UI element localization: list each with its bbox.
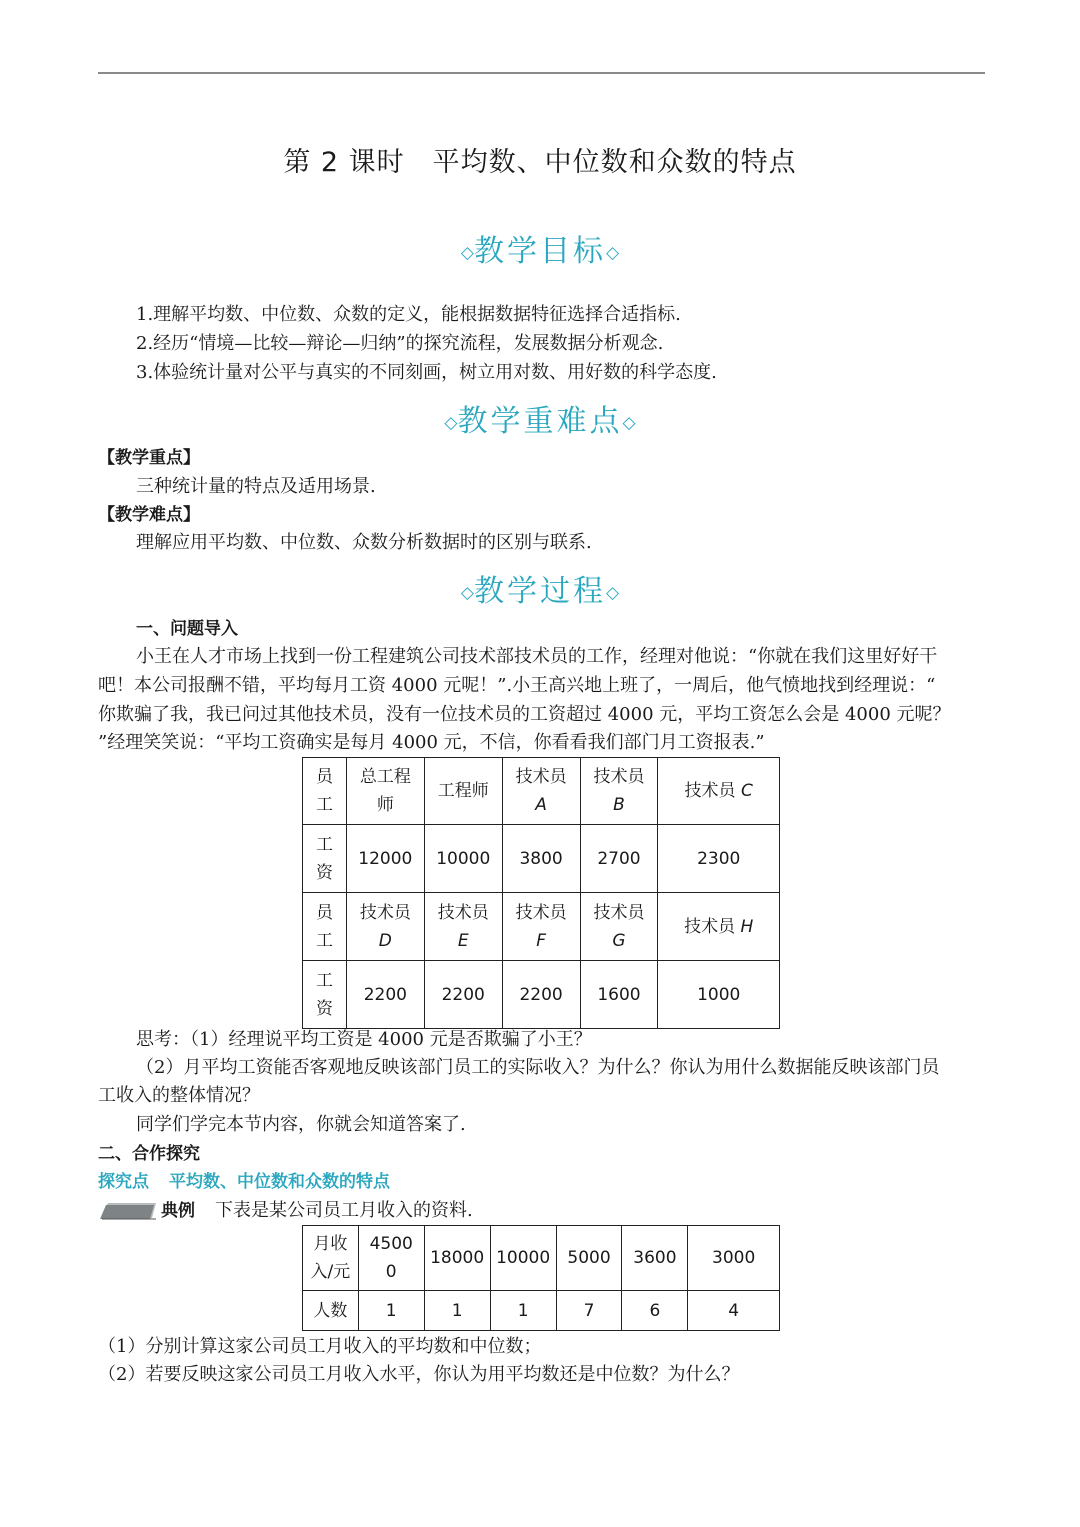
table-cell: 4 bbox=[688, 1291, 780, 1331]
table-cell: 2200 bbox=[424, 961, 502, 1029]
objective-item: 1.理解平均数、中位数、众数的定义，能根据数据特征选择合适指标. bbox=[136, 304, 681, 325]
table-cell: 18000 bbox=[424, 1226, 490, 1291]
question-line: （2）若要反映这家公司员工月收入水平，你认为用平均数还是中位数？为什么？ bbox=[98, 1364, 740, 1385]
diamond-icon: ◇ bbox=[460, 583, 474, 603]
table-cell: 1000 bbox=[658, 961, 780, 1029]
diamond-icon: ◇ bbox=[622, 413, 636, 433]
table-cell: 技术员 D bbox=[346, 893, 424, 961]
explore-point-title: 平均数、中位数和众数的特点 bbox=[169, 1172, 390, 1192]
table-cell: 技术员 H bbox=[658, 893, 780, 961]
thinking-line: 同学们学完本节内容，你就会知道答案了. bbox=[136, 1114, 466, 1135]
table-cell: 技术员 B bbox=[580, 758, 658, 825]
table-cell: 1 bbox=[424, 1291, 490, 1331]
thinking-line: 工收入的整体情况？ bbox=[98, 1085, 260, 1106]
table-cell: 技术员 E bbox=[424, 893, 502, 961]
diamond-icon: ◇ bbox=[606, 243, 620, 263]
table-cell: 技术员 C bbox=[658, 758, 780, 825]
section-heading-key-points: ◇教学重难点◇ bbox=[444, 404, 636, 439]
example-badge-icon bbox=[100, 1200, 158, 1220]
table-cell: 月收 入/元 bbox=[303, 1226, 359, 1291]
explore-point-label: 探究点 bbox=[98, 1172, 149, 1192]
focus-label: 【教学重点】 bbox=[98, 448, 200, 468]
explore-point bbox=[98, 1168, 390, 1196]
example-line bbox=[161, 1197, 473, 1225]
table-cell: 员 工 bbox=[303, 893, 347, 961]
page-title: 第 2 课时 平均数、中位数和众数的特点 bbox=[283, 147, 797, 178]
example-label: 典例 bbox=[161, 1201, 195, 1221]
intro-line: 吧！本公司报酬不错，平均每月工资 4000 元呢！”.小王高兴地上班了，一周后，他气愤地找到经理说：“ bbox=[98, 675, 936, 696]
diamond-icon: ◇ bbox=[460, 243, 474, 263]
table-cell: 3600 bbox=[622, 1226, 688, 1291]
table-cell: 工 资 bbox=[303, 961, 347, 1029]
table-cell: 技术员 F bbox=[502, 893, 580, 961]
explore-heading: 二、合作探究 bbox=[98, 1144, 200, 1164]
table-cell: 3000 bbox=[688, 1226, 780, 1291]
table-cell: 7 bbox=[556, 1291, 622, 1331]
intro-line: ”经理笑笑说：“平均工资确实是每月 4000 元，不信，你看看我们部门月工资报表.” bbox=[98, 732, 765, 753]
difficulty-label: 【教学难点】 bbox=[98, 505, 200, 525]
thinking-line: （2）月平均工资能否客观地反映该部门员工的实际收入？为什么？你认为用什么数据能反映该部门员 bbox=[136, 1057, 940, 1078]
intro-line: 你欺骗了我，我已问过其他技术员，没有一位技术员的工资超过 4000 元，平均工资怎么会是 4000 元呢？ bbox=[98, 704, 951, 725]
intro-heading: 一、问题导入 bbox=[136, 619, 238, 639]
table-cell: 4500 0 bbox=[358, 1226, 424, 1291]
table-cell: 10000 bbox=[490, 1226, 556, 1291]
table-cell: 5000 bbox=[556, 1226, 622, 1291]
table-row bbox=[303, 1226, 780, 1291]
objective-item: 2.经历“情境—比较—辩论—归纳”的探究流程，发展数据分析观念. bbox=[136, 333, 664, 354]
table-cell: 6 bbox=[622, 1291, 688, 1331]
table-cell: 12000 bbox=[346, 825, 424, 893]
salary-table bbox=[302, 757, 780, 1029]
income-table bbox=[302, 1225, 780, 1331]
table-row bbox=[303, 758, 780, 825]
table-cell: 员 工 bbox=[303, 758, 347, 825]
section-heading-process: ◇教学过程◇ bbox=[460, 574, 620, 609]
table-cell: 工 资 bbox=[303, 825, 347, 893]
table-row bbox=[303, 893, 780, 961]
difficulty-text: 理解应用平均数、中位数、众数分析数据时的区别与联系. bbox=[136, 532, 592, 553]
table-row bbox=[303, 1291, 780, 1331]
table-cell: 技术员 A bbox=[502, 758, 580, 825]
table-cell: 10000 bbox=[424, 825, 502, 893]
table-cell: 3800 bbox=[502, 825, 580, 893]
table-row bbox=[303, 825, 780, 893]
objective-item: 3.体验统计量对公平与真实的不同刻画，树立用对数、用好数的科学态度. bbox=[136, 362, 717, 383]
table-cell: 技术员 G bbox=[580, 893, 658, 961]
diamond-icon: ◇ bbox=[444, 413, 458, 433]
table-cell: 2200 bbox=[346, 961, 424, 1029]
table-cell: 人数 bbox=[303, 1291, 359, 1331]
table-row bbox=[303, 961, 780, 1029]
section-heading-objectives: ◇教学目标◇ bbox=[460, 234, 620, 269]
table-cell: 1 bbox=[358, 1291, 424, 1331]
table-cell: 2700 bbox=[580, 825, 658, 893]
table-cell: 2300 bbox=[658, 825, 780, 893]
table-cell: 工程师 bbox=[424, 758, 502, 825]
diamond-icon: ◇ bbox=[606, 583, 620, 603]
example-text: 下表是某公司员工月收入的资料. bbox=[215, 1200, 473, 1221]
question-line: （1）分别计算这家公司员工月收入的平均数和中位数； bbox=[98, 1336, 542, 1357]
table-cell: 1 bbox=[490, 1291, 556, 1331]
table-cell: 1600 bbox=[580, 961, 658, 1029]
focus-text: 三种统计量的特点及适用场景. bbox=[136, 476, 376, 497]
thinking-line: 思考：（1）经理说平均工资是 4000 元是否欺骗了小王？ bbox=[136, 1029, 592, 1050]
table-cell: 2200 bbox=[502, 961, 580, 1029]
table-cell: 总工程 师 bbox=[346, 758, 424, 825]
header-rule bbox=[98, 72, 985, 74]
intro-line: 小王在人才市场上找到一份工程建筑公司技术部技术员的工作，经理对他说：“你就在我们这里好好干 bbox=[136, 646, 938, 667]
